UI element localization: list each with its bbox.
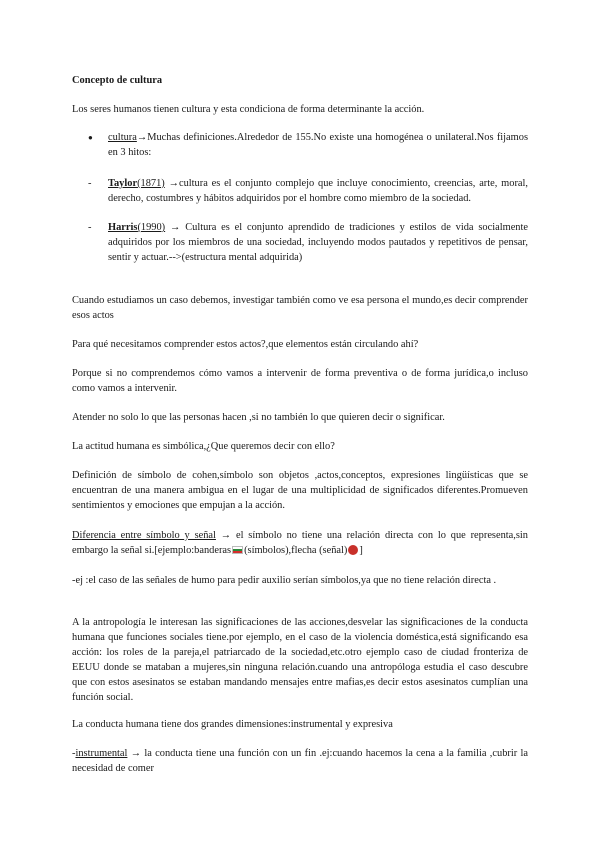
stop-sign-icon (348, 545, 358, 555)
bullet-marker: ● (88, 133, 93, 142)
author-taylor: Taylor (108, 178, 138, 189)
definition-taylor (108, 176, 528, 206)
paragraph-conducta: La conducta humana tiene dos grandes dimensiones:instrumental y expresiva (72, 719, 393, 730)
year-taylor: (1871) (137, 178, 165, 189)
definition-text: →cultura es el conjunto complejo que incluye conocimiento, creencias, arte, moral, derecho, costumbres y hábitos adquiridos por el hombre como miembro de la sociedad. (108, 178, 528, 204)
term-instrumental: instrumental (75, 748, 128, 759)
paragraph-definicion: Definición de símbolo de cohen,símbolo son objetos ,actos,conceptos, expresiones lingüísticas que se encuentran de una manera ambigua en el lugar de una multiplicidad de significados diferentes.Promueven sentimientos y emociones que empujan a la acción. (72, 470, 528, 511)
diferencia-text-c: ] (359, 545, 363, 556)
term-diferencia: Diferencia entre símbolo y señal (72, 530, 216, 541)
author-harris: Harris (108, 222, 138, 233)
intro-paragraph: Los seres humanos tienen cultura y esta condiciona de forma determinante la acción. (72, 104, 425, 115)
instrumental-prefix: - (72, 748, 76, 759)
term-cultura: cultura (108, 132, 137, 143)
instrumental-text: → la conducta tiene una función con un fin .ej:cuando hacemos la cena a la familia ,cubrir la necesidad de comer (72, 748, 528, 774)
bullet-cultura (108, 130, 528, 160)
diferencia-text-b: (símbolos),flecha (señal) (244, 545, 348, 556)
year-harris: (1990) (137, 222, 166, 233)
paragraph-diferencia (72, 528, 528, 558)
paragraph-instrumental (72, 746, 528, 776)
document-title: Concepto de cultura (72, 75, 163, 86)
definition-text: → Cultura es el conjunto aprendido de tradiciones y estilos de vida socialmente adquiridos por los miembros de una sociedad, incluyendo modos pautados y repetitivos de pensar, sentir y actuar.-->(estructura mental adquirida) (108, 222, 528, 263)
paragraph-atender: Atender no solo lo que las personas hacen ,si no también lo que quieren decir o significar. (72, 412, 445, 423)
flag-icon (232, 546, 243, 554)
paragraph-antropologia: A la antropología le interesan las significaciones de las acciones,desvelar las significaciones de la conducta humana que funciones sociales tiene.por ejemplo, en el caso de la violencia doméstica,está significando esa acción: los roles de la pareja,el patriarcado de la sociedad,etc.otro ejemplo caso de ciudad fronteriza de EEUU donde se mataban a mujeres,sin ninguna relación.cuando una antropóloga estudia el caso descubre que con estos asesinatos se estaban mandando mensajes entre mafias,es decir estos asesinatos cumplían una función social. (72, 617, 528, 703)
paragraph-ejemplo: -ej :el caso de las señales de humo para pedir auxilio serían símbolos,ya que no tiene relación directa . (72, 575, 497, 586)
paragraph-cuando: Cuando estudiamos un caso debemos, investigar también como ve esa persona el mundo,es decir comprender esos actos (72, 295, 528, 321)
dash-marker: - (88, 222, 92, 233)
paragraph-para-que: Para qué necesitamos comprender estos actos?,que elementos están circulando ahí? (72, 339, 419, 350)
definition-harris (108, 220, 528, 265)
diferencia-text-a: → el símbolo no tiene una relación directa con lo que representa,sin embargo la señal si.[ejemplo:banderas (72, 530, 529, 556)
paragraph-actitud: La actitud humana es simbólica,¿Que queremos decir con ello? (72, 441, 335, 452)
bullet-text: →Muchas definiciones.Alrededor de 155.No existe una homogénea o unilateral.Nos fijamos en 3 hitos: (108, 132, 528, 158)
dash-marker: - (88, 178, 92, 189)
paragraph-porque: Porque si no comprendemos cómo vamos a intervenir de forma preventiva o de forma jurídica,o incluso como vamos a intervenir. (72, 368, 528, 394)
